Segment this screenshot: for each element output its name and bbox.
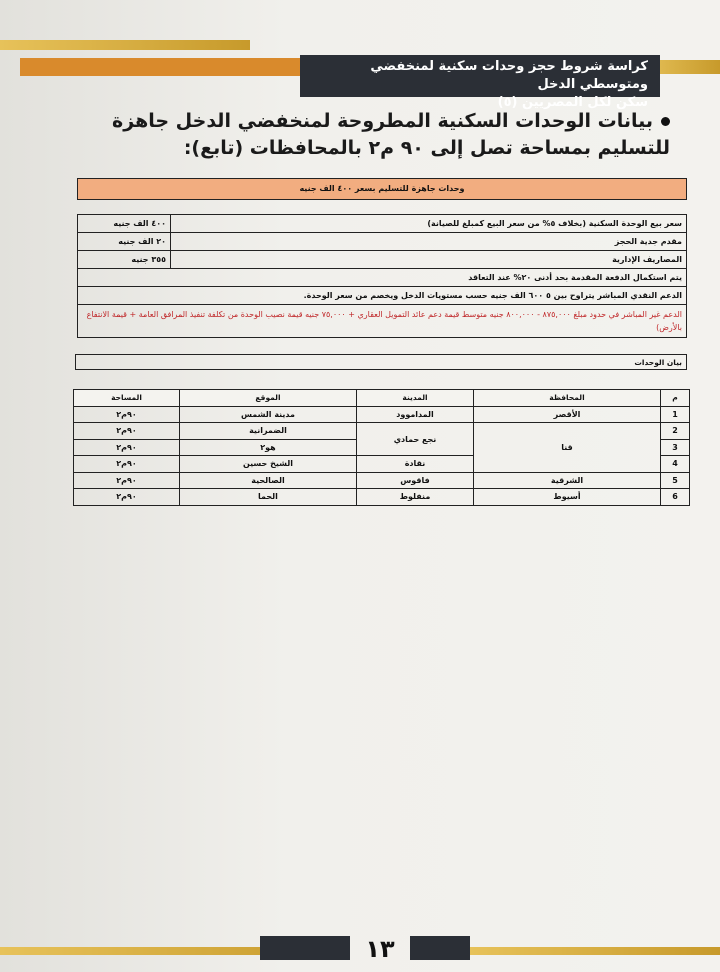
cell-site: هو٢: [180, 439, 357, 456]
down-payment-note: يتم استكمال الدفعة المقدمة بحد أدنى ٢٠% عند التعاقد: [78, 269, 687, 287]
cell-num: 2: [661, 423, 690, 440]
cost-label: سعر بيع الوحدة السكنية (بخلاف ٥% من سعر البيع كمبلغ للصيانة): [171, 215, 687, 233]
section-heading: [50, 108, 670, 162]
page-number: ١٣: [365, 935, 395, 963]
footer-gold-stripe-right: [470, 947, 720, 955]
col-header-area: المساحة: [74, 390, 180, 407]
header-title-line2: سكن لكل المصريين (٥): [497, 95, 648, 110]
col-header-city: المدينة: [357, 390, 474, 407]
cell-city: المداموود: [357, 406, 474, 423]
table-header-row: [74, 390, 690, 407]
cost-label: المصاريف الإدارية: [171, 251, 687, 269]
bullet-icon: [661, 117, 670, 126]
cell-num: 3: [661, 439, 690, 456]
table-row: [78, 233, 687, 251]
cell-area: ٩٠م٢: [74, 489, 180, 506]
footer-bar-right: [410, 936, 470, 960]
cell-gov: الأقصر: [474, 406, 661, 423]
header-orange-stripe: [20, 58, 310, 76]
table-row: [74, 489, 690, 506]
units-table: [73, 389, 690, 506]
cell-num: 4: [661, 456, 690, 473]
header-title: [318, 58, 648, 112]
table-row: [74, 423, 690, 440]
cell-area: ٩٠م٢: [74, 406, 180, 423]
header-title-line1: كراسة شروط حجز وحدات سكنية لمنخفضي ومتوسطي الدخل: [370, 59, 648, 92]
table-row: [78, 215, 687, 233]
cell-gov: قنا: [474, 423, 661, 473]
price-band: وحدات جاهزة للتسليم بسعر ٤٠٠ الف جنيه: [77, 178, 687, 200]
cell-site: الضمرانية: [180, 423, 357, 440]
cell-city: منفلوط: [357, 489, 474, 506]
cell-num: 5: [661, 472, 690, 489]
cell-site: الصالحية: [180, 472, 357, 489]
cost-value: ٢٠ الف جنيه: [78, 233, 171, 251]
cell-gov: أسيوط: [474, 489, 661, 506]
cell-area: ٩٠م٢: [74, 456, 180, 473]
header-gold-stripe-left: [0, 40, 250, 50]
cell-city: نجع حمادي: [357, 423, 474, 456]
table-row: [78, 269, 687, 287]
table-row: [78, 287, 687, 305]
cost-value: ٣٥٥ جنيه: [78, 251, 171, 269]
table-row: [74, 472, 690, 489]
indirect-support-note: الدعم غير المباشر في حدود مبلغ ٨٧٥,٠٠٠ - ٨٠٠,٠٠٠ جنيه متوسط قيمة دعم عائد التمويل العقاري + ٧٥,٠٠٠ جنيه قيمة نصيب الوحدة من تكلفة تنفيذ المرافق العامة + قيمة الانتفاع بالأرض): [78, 305, 687, 338]
col-header-gov: المحافظة: [474, 390, 661, 407]
cost-label: مقدم جدية الحجز: [171, 233, 687, 251]
cell-area: ٩٠م٢: [74, 439, 180, 456]
table-row: [78, 305, 687, 338]
direct-support-note: الدعم النقدي المباشر يتراوح بين ٥ ٦٠٠ الف جنيه حسب مستويات الدخل ويخصم من سعر الوحدة.: [78, 287, 687, 305]
cell-area: ٩٠م٢: [74, 472, 180, 489]
cell-gov: الشرقية: [474, 472, 661, 489]
cost-value: ٤٠٠ الف جنيه: [78, 215, 171, 233]
cell-site: الحما: [180, 489, 357, 506]
section-heading-text: بيانات الوحدات السكنية المطروحة لمنخفضي الدخل جاهزة للتسليم بمساحة تصل إلى ٩٠ م٢ بالمحافظات (تابع):: [112, 110, 670, 159]
costs-table: [77, 214, 687, 338]
col-header-num: م: [661, 390, 690, 407]
cell-site: مدينة الشمس: [180, 406, 357, 423]
cell-num: 6: [661, 489, 690, 506]
cell-area: ٩٠م٢: [74, 423, 180, 440]
cell-city: فاقوس: [357, 472, 474, 489]
col-header-site: الموقع: [180, 390, 357, 407]
units-title: بيان الوحدات: [75, 354, 687, 370]
cell-site: الشيخ حسين: [180, 456, 357, 473]
cell-num: 1: [661, 406, 690, 423]
table-row: [74, 406, 690, 423]
cell-city: نقادة: [357, 456, 474, 473]
table-row: [78, 251, 687, 269]
footer-bar-left: [260, 936, 350, 960]
